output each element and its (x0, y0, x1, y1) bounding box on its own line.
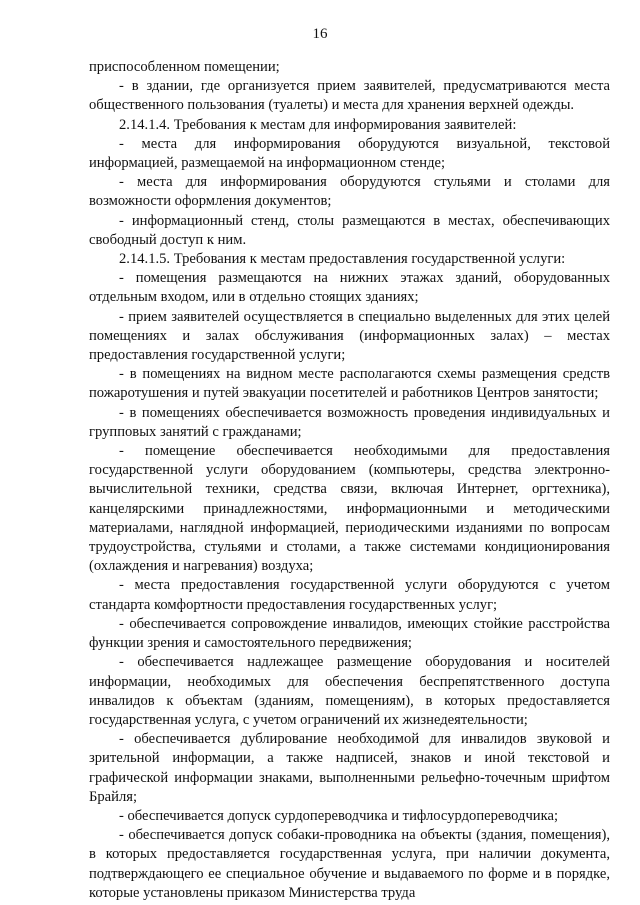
paragraph-bullet-info-places: - места для информирования оборудуются визуальной, текстовой информацией, размещаемой на информационном стенде; (89, 135, 610, 172)
paragraph-bullet-placement: - обеспечивается надлежащее размещение оборудования и носителей информации, необходимых для обеспечения беспрепятственного доступа инвалидов к объектам (зданиям, помещениям), в которых предоставляется государственная услуга, с учетом ограничений их жизнедеятельности; (89, 654, 610, 728)
paragraph-section-2-14-1-5: 2.14.1.5. Требования к местам предоставления государственной услуги: (119, 251, 566, 268)
paragraph-bullet-duplication: - обеспечивается дублирование необходимой для инвалидов звуковой и зрительной информации, а также надписей, знаков и иной текстовой и графической информации знаками, выполненными рельефно-точечным шрифтом Брайля; (89, 731, 610, 805)
paragraph-bullet-reception: - прием заявителей осуществляется в специально выделенных для этих целей помещениях и залах обслуживания (информационных залах) – местах предоставления государственной услуги; (89, 308, 610, 364)
paragraph-bullet-interpreter: - обеспечивается допуск сурдопереводчика и тифлосурдопереводчика; (119, 807, 559, 824)
paragraph-bullet-info-stand: - информационный стенд, столы размещаются в местах, обеспечивающих свободный доступ к ним. (89, 212, 610, 248)
paragraph-bullet-comfort-standard: - места предоставления государственной услуги оборудуются с учетом стандарта комфортности предоставления государственных услуг; (89, 577, 610, 613)
paragraph-bullet-escort: - обеспечивается сопровождение инвалидов, имеющих стойкие расстройства функции зрения и самостоятельного передвижения; (89, 615, 610, 652)
paragraph-bullet-toilets: - в здании, где организуется прием заявителей, предусматриваются места общественного пользования (туалеты) и места для хранения верхней одежды. (89, 78, 610, 114)
paragraph-bullet-evacuation: - в помещениях на видном месте располагаются схемы размещения средств пожаротушения и путей эвакуации посетителей и работников Центров занятости; (89, 366, 610, 402)
paragraph-continuation: приспособленном помещении; (89, 59, 280, 75)
page-number: 16 (312, 26, 328, 42)
paragraph-bullet-chairs-tables: - места для информирования оборудуются стульями и столами для возможности оформления документов; (89, 174, 610, 210)
document-text (89, 58, 610, 903)
paragraph-bullet-equipment: - помещение обеспечивается необходимыми для предоставления государственной услуги оборудованием (компьютеры, средства электронно-вычислительной техники, средства связи, включая Интернет, оргтехника), канцелярскими принадлежностями, информационными и методическими материалами, наглядной информацией, периодическими изданиями по вопросам трудоустройства, стульями и столами, а также системами кондиционирования (охлаждения и нагревания) воздуха; (89, 443, 610, 575)
paragraph-bullet-lower-floors: - помещения размещаются на нижних этажах зданий, оборудованных отдельным входом, или в отдельно стоящих зданиях; (89, 270, 610, 306)
paragraph-section-2-14-1-4: 2.14.1.4. Требования к местам для информирования заявителей: (119, 116, 517, 133)
paragraph-bullet-classes: - в помещениях обеспечивается возможность проведения индивидуальных и групповых занятий с гражданами; (89, 404, 610, 440)
paragraph-bullet-guide-dog: - обеспечивается допуск собаки-проводника на объекты (здания, помещения), в которых предоставляется государственная услуга, при наличии документа, подтверждающего ее специальное обучение и выдаваемого по форме и в порядке, которые установлены приказом Министерства труда (89, 827, 610, 901)
